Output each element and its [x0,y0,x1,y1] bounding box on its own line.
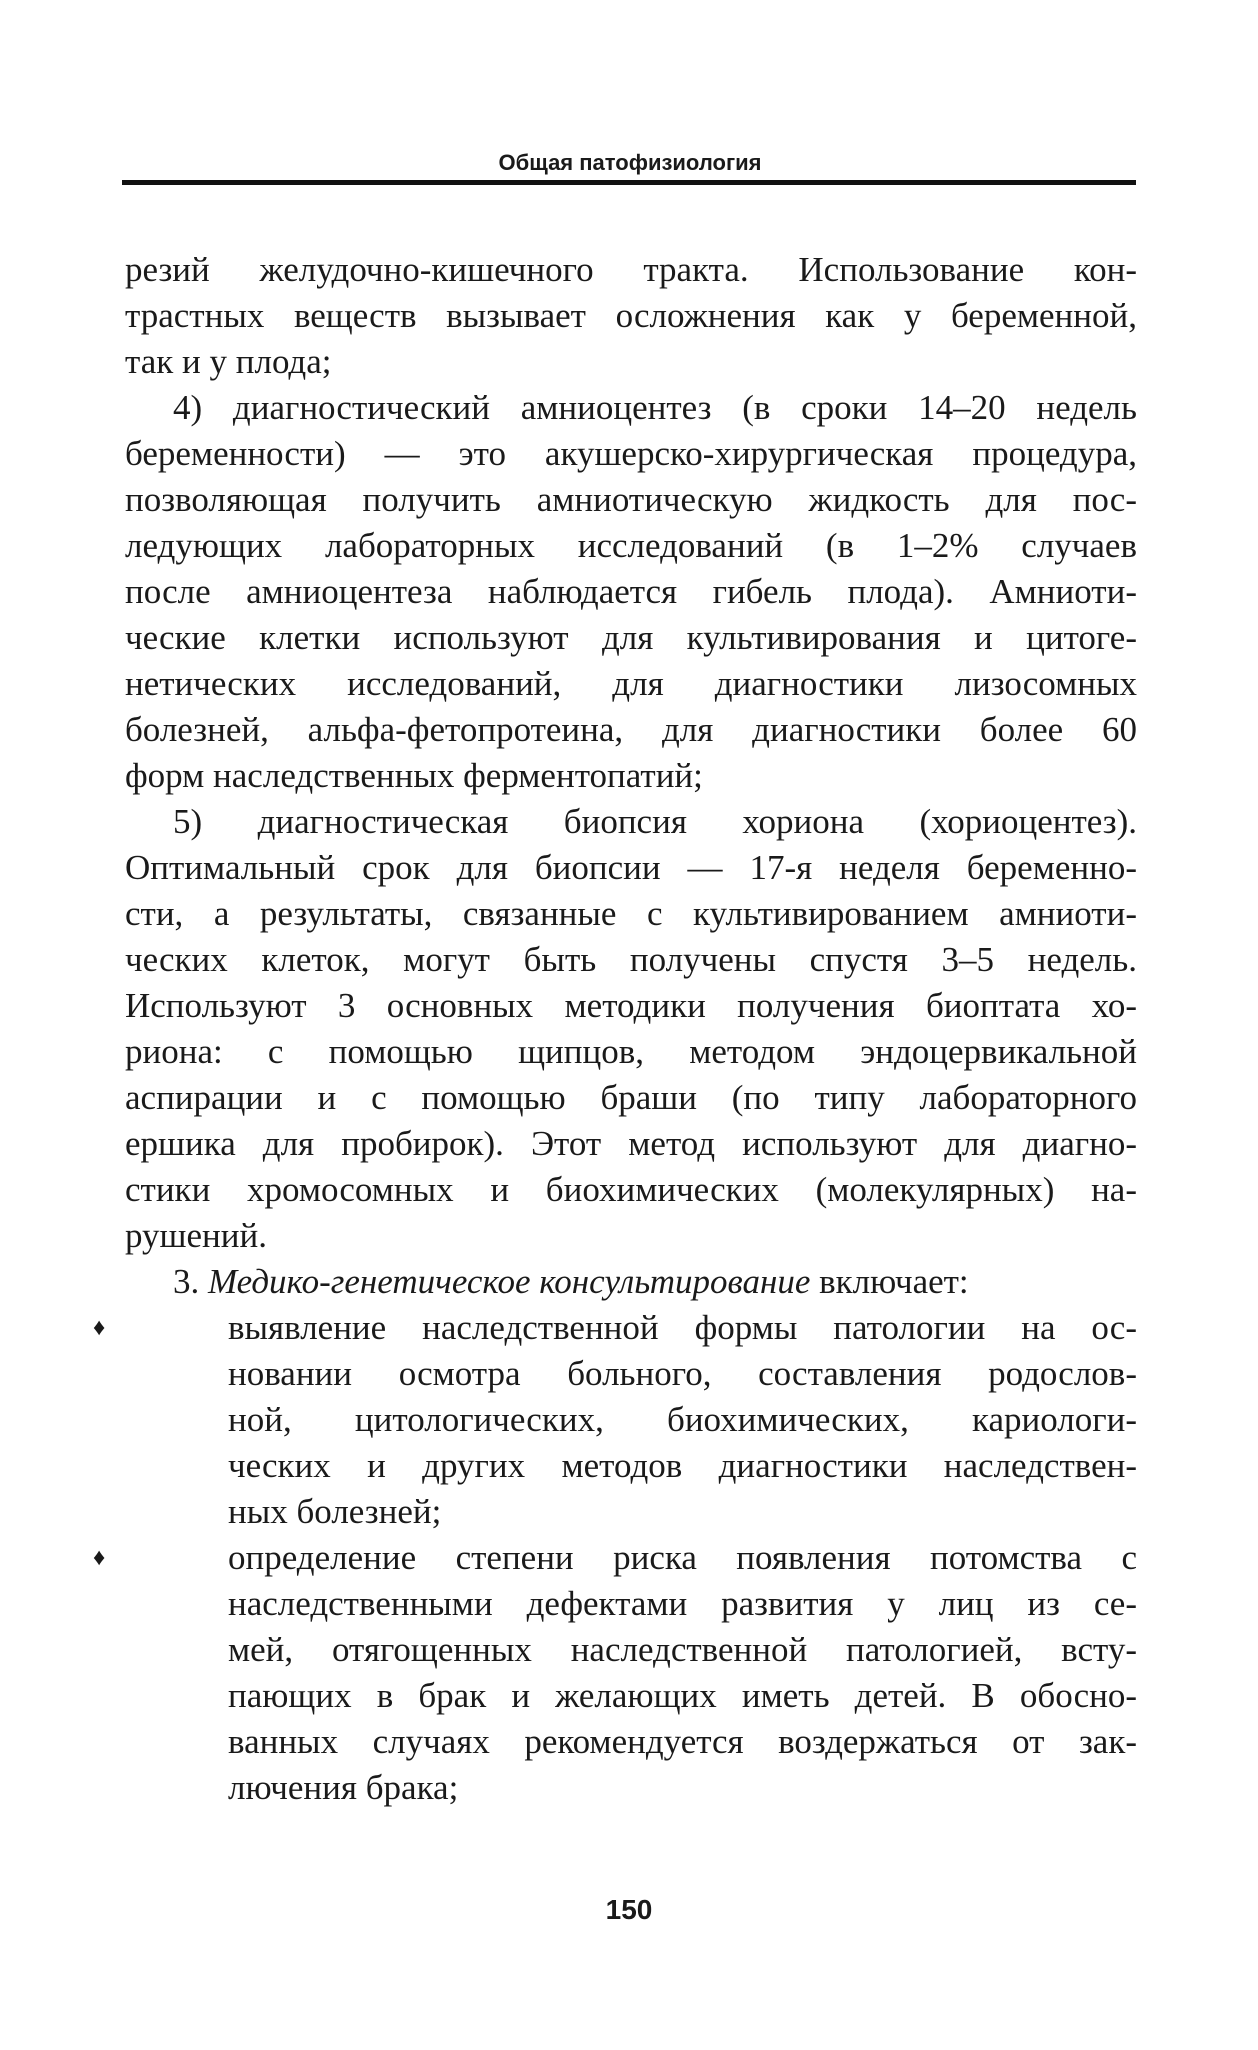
text-line: рушений. [125,1216,267,1255]
text-line: ванных случаях рекомендуется воздержаться от зак- [228,1722,1137,1761]
bullet-item-b2 [93,1535,1137,1811]
text-line: ледующих лабораторных исследований (в 1–2% случаев [125,526,1137,565]
text-line: ческих клеток, могут быть получены спустя 3–5 недель. [125,940,1137,979]
text-line: аспирации и с помощью браши (по типу лабораторного [125,1078,1137,1117]
bullet-text: выявление наследственной формы патологии на ос- [228,1308,1137,1347]
paragraph-p2 [125,385,1137,799]
item-number: 3. [173,1262,200,1301]
text-line: болезней, альфа-фетопротеина, для диагностики более 60 [125,710,1137,749]
bullet-diamond-icon: ♦ [93,1315,106,1341]
text-line: ческие клетки используют для культивирования и цитоге- [125,618,1137,657]
text-line [93,1305,1137,1351]
text-line: ных болезней; [228,1492,442,1531]
running-title: Общая патофизиология [498,150,762,175]
text-line: наследственными дефектами развития у лиц из се- [228,1584,1137,1623]
text-line: ершика для пробирок). Этот метод используют для диагно- [125,1124,1137,1163]
text-line: лючения брака; [228,1768,459,1807]
text-line: ной, цитологических, биохимических, кариологи- [228,1400,1137,1439]
text-line: нетических исследований, для диагностики лизосомных [125,664,1137,703]
text-line: позволяющая получить амниотическую жидкость для пос- [125,480,1137,519]
text-line: так и у плода; [125,342,332,381]
bullet-item-b1 [93,1305,1137,1535]
text-line: Используют 3 основных методики получения биоптата хо- [125,986,1137,1025]
list-item-3-heading [125,1259,1137,1305]
bullet-text: определение степени риска появления потомства с [228,1538,1137,1577]
text-line: Оптимальный срок для биопсии — 17-я неделя беременно- [125,848,1137,887]
text-line: стики хромосомных и биохимических (молекулярных) на- [125,1170,1137,1209]
emphasized-term: Медико-генетическое консультирование [208,1262,811,1301]
paragraph-p3 [125,799,1137,1259]
text-line: новании осмотра больного, составления родослов- [228,1354,1137,1393]
paragraph-p1 [125,247,1137,385]
text-line: мей, отягощенных наследственной патологией, всту- [228,1630,1137,1669]
body-text [93,247,1137,1811]
text-line: форм наследственных ферментопатий; [125,756,703,795]
text-line: пающих в брак и желающих иметь детей. В обосно- [228,1676,1137,1715]
bullet-diamond-icon: ♦ [93,1545,106,1571]
text-line: трастных веществ вызывает осложнения как у беременной, [125,296,1137,335]
header-rule [122,180,1136,185]
text-line [93,1535,1137,1581]
text-line: беременности) — это акушерско-хирургическая процедура, [125,434,1137,473]
text-line: 5) диагностическая биопсия хориона (хориоцентез). [173,802,1137,841]
text-line: риона: с помощью щипцов, методом эндоцервикальной [125,1032,1137,1071]
text-line: резий желудочно-кишечного тракта. Использование кон- [125,250,1137,289]
page-number: 150 [605,1894,653,1925]
text-line: сти, а результаты, связанные с культивированием амниоти- [125,894,1137,933]
item-text: включает: [810,1262,969,1301]
text-line: после амниоцентеза наблюдается гибель плода). Амниоти- [125,572,1137,611]
text-line: 4) диагностический амниоцентез (в сроки 14–20 недель [173,388,1137,427]
text-line: ческих и других методов диагностики наследствен- [228,1446,1137,1485]
